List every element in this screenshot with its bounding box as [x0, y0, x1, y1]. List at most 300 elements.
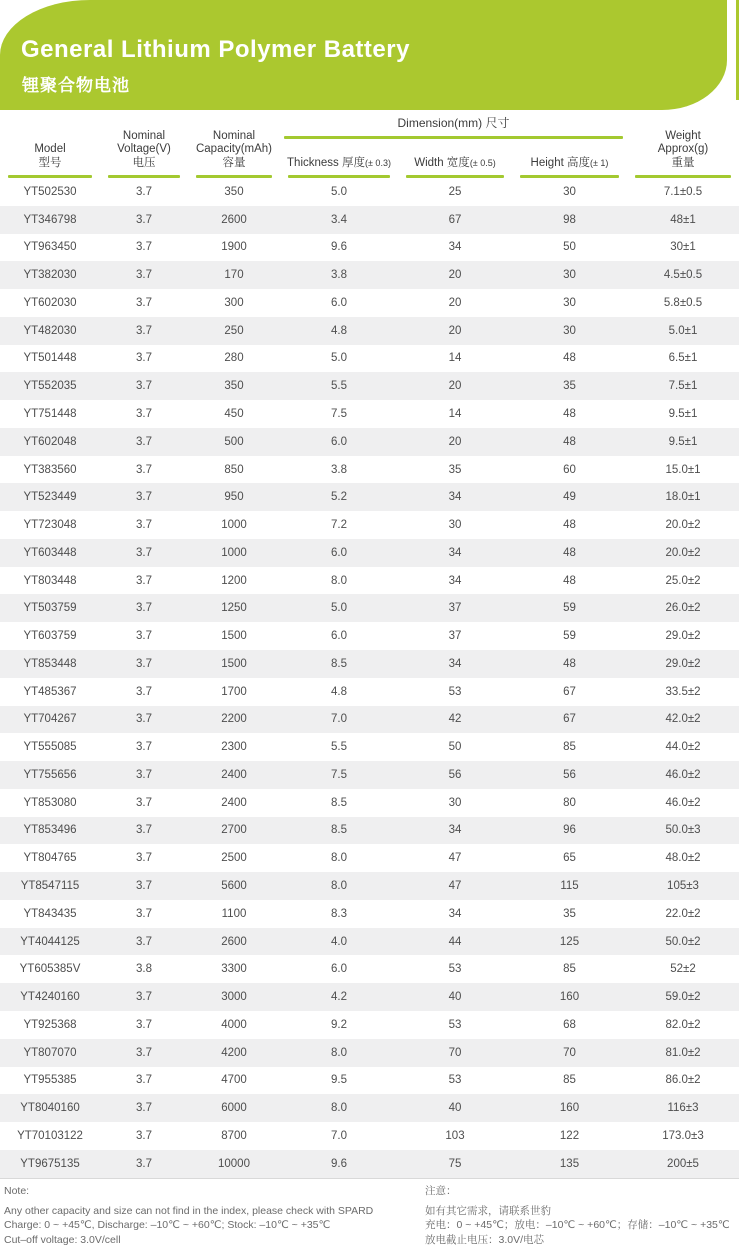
note-line: Charge: 0 ~ +45℃, Discharge: –10℃ ~ +60℃; Stock: –10℃ ~ +35℃: [4, 1218, 414, 1233]
voltage-cell: 3.7: [100, 269, 188, 281]
capacity-cell: 2400: [188, 797, 280, 809]
tolerance-label: (± 0.3): [365, 158, 391, 168]
model-cell: YT8547115: [0, 880, 100, 892]
height-cell: 160: [512, 1102, 627, 1114]
model-cell: YT523449: [0, 491, 100, 503]
height-cell: 85: [512, 963, 627, 975]
capacity-cell: 4700: [188, 1074, 280, 1086]
capacity-cell: 6000: [188, 1102, 280, 1114]
height-cell: 30: [512, 297, 627, 309]
model-cell: YT603759: [0, 630, 100, 642]
voltage-cell: 3.7: [100, 325, 188, 337]
voltage-cell: 3.7: [100, 380, 188, 392]
capacity-cell: 450: [188, 408, 280, 420]
table-row: [0, 594, 739, 622]
voltage-cell: 3.7: [100, 797, 188, 809]
voltage-cell: 3.7: [100, 936, 188, 948]
weight-cell: 5.0±1: [627, 325, 739, 337]
table-row: [0, 206, 739, 234]
thickness-cell: 7.0: [280, 1130, 398, 1142]
thickness-cell: 8.5: [280, 824, 398, 836]
voltage-cell: 3.8: [100, 963, 188, 975]
weight-cell: 116±3: [627, 1102, 739, 1114]
capacity-cell: 350: [188, 380, 280, 392]
voltage-cell: 3.7: [100, 630, 188, 642]
voltage-cell: 3.7: [100, 519, 188, 531]
model-cell: YT70103122: [0, 1130, 100, 1142]
column-header-capacity: [188, 112, 280, 178]
column-label: Width 宽度(± 0.5): [398, 157, 512, 171]
weight-cell: 200±5: [627, 1158, 739, 1170]
height-cell: 30: [512, 186, 627, 198]
thickness-cell: 7.5: [280, 769, 398, 781]
thickness-cell: 9.2: [280, 1019, 398, 1031]
model-cell: YT9675135: [0, 1158, 100, 1170]
weight-cell: 42.0±2: [627, 713, 739, 725]
voltage-cell: 3.7: [100, 241, 188, 253]
weight-cell: 59.0±2: [627, 991, 739, 1003]
width-cell: 30: [398, 797, 512, 809]
table-row: [0, 372, 739, 400]
width-cell: 40: [398, 991, 512, 1003]
column-label-en: Approx(g): [627, 143, 739, 157]
width-cell: 103: [398, 1130, 512, 1142]
model-cell: YT602030: [0, 297, 100, 309]
height-cell: 59: [512, 602, 627, 614]
table-row: [0, 1011, 739, 1039]
capacity-cell: 1700: [188, 686, 280, 698]
model-cell: YT346798: [0, 214, 100, 226]
width-cell: 34: [398, 491, 512, 503]
thickness-cell: 5.2: [280, 491, 398, 503]
height-cell: 48: [512, 352, 627, 364]
model-cell: YT4044125: [0, 936, 100, 948]
thickness-cell: 8.0: [280, 852, 398, 864]
width-cell: 56: [398, 769, 512, 781]
width-cell: 14: [398, 408, 512, 420]
width-cell: 34: [398, 575, 512, 587]
capacity-cell: 1000: [188, 547, 280, 559]
voltage-cell: 3.7: [100, 824, 188, 836]
weight-cell: 9.5±1: [627, 436, 739, 448]
column-label-en: Weight: [627, 130, 739, 144]
table-row: [0, 817, 739, 845]
thickness-cell: 8.3: [280, 908, 398, 920]
width-cell: 34: [398, 824, 512, 836]
table-row: [0, 678, 739, 706]
weight-cell: 81.0±2: [627, 1047, 739, 1059]
thickness-cell: 8.0: [280, 575, 398, 587]
column-label-zh: 电压: [100, 157, 188, 171]
width-cell: 47: [398, 880, 512, 892]
weight-cell: 29.0±2: [627, 658, 739, 670]
width-cell: 35: [398, 464, 512, 476]
height-cell: 60: [512, 464, 627, 476]
column-label-en: Voltage(V): [100, 143, 188, 157]
voltage-cell: 3.7: [100, 436, 188, 448]
thickness-cell: 8.5: [280, 797, 398, 809]
height-cell: 67: [512, 686, 627, 698]
height-cell: 30: [512, 269, 627, 281]
weight-cell: 48.0±2: [627, 852, 739, 864]
voltage-cell: 3.7: [100, 658, 188, 670]
height-cell: 122: [512, 1130, 627, 1142]
capacity-cell: 10000: [188, 1158, 280, 1170]
table-row: [0, 928, 739, 956]
height-cell: 70: [512, 1047, 627, 1059]
thickness-cell: 6.0: [280, 963, 398, 975]
width-cell: 53: [398, 963, 512, 975]
width-cell: 34: [398, 547, 512, 559]
weight-cell: 173.0±3: [627, 1130, 739, 1142]
capacity-cell: 950: [188, 491, 280, 503]
weight-cell: 86.0±2: [627, 1074, 739, 1086]
capacity-cell: 1500: [188, 658, 280, 670]
thickness-cell: 6.0: [280, 436, 398, 448]
thickness-cell: 9.5: [280, 1074, 398, 1086]
weight-cell: 30±1: [627, 241, 739, 253]
width-cell: 50: [398, 741, 512, 753]
capacity-cell: 2700: [188, 824, 280, 836]
table-row: [0, 178, 739, 206]
width-cell: 25: [398, 186, 512, 198]
column-label-en: Nominal: [188, 130, 280, 144]
voltage-cell: 3.7: [100, 713, 188, 725]
width-cell: 14: [398, 352, 512, 364]
voltage-cell: 3.7: [100, 352, 188, 364]
table-row: [0, 511, 739, 539]
voltage-cell: 3.7: [100, 991, 188, 1003]
table-row: [0, 872, 739, 900]
table-row: [0, 428, 739, 456]
note-line: Any other capacity and size can not find in the index, please check with SPARD: [4, 1204, 414, 1219]
width-cell: 44: [398, 936, 512, 948]
width-cell: 20: [398, 297, 512, 309]
table-row: [0, 706, 739, 734]
height-cell: 48: [512, 408, 627, 420]
voltage-cell: 3.7: [100, 769, 188, 781]
weight-cell: 26.0±2: [627, 602, 739, 614]
voltage-cell: 3.7: [100, 408, 188, 420]
capacity-cell: 1200: [188, 575, 280, 587]
weight-cell: 50.0±2: [627, 936, 739, 948]
weight-cell: 6.5±1: [627, 352, 739, 364]
height-cell: 68: [512, 1019, 627, 1031]
thickness-cell: 5.0: [280, 186, 398, 198]
thickness-cell: 6.0: [280, 547, 398, 559]
thickness-cell: 7.5: [280, 408, 398, 420]
width-cell: 70: [398, 1047, 512, 1059]
table-row: [0, 234, 739, 262]
weight-cell: 22.0±2: [627, 908, 739, 920]
capacity-cell: 2600: [188, 936, 280, 948]
model-cell: YT502530: [0, 186, 100, 198]
capacity-cell: 8700: [188, 1130, 280, 1142]
voltage-cell: 3.7: [100, 880, 188, 892]
height-cell: 56: [512, 769, 627, 781]
table-row: [0, 261, 739, 289]
model-cell: YT853496: [0, 824, 100, 836]
weight-cell: 29.0±2: [627, 630, 739, 642]
capacity-cell: 1000: [188, 519, 280, 531]
column-label: Thickness 厚度(± 0.3): [280, 157, 398, 171]
capacity-cell: 170: [188, 269, 280, 281]
capacity-cell: 2300: [188, 741, 280, 753]
table-row: [0, 1122, 739, 1150]
note-english: [4, 1184, 414, 1247]
width-cell: 40: [398, 1102, 512, 1114]
note-line: 如有其它需求，请联系世豹: [425, 1204, 735, 1219]
note-line: 放电截止电压：3.0V/电芯: [425, 1233, 735, 1247]
capacity-cell: 350: [188, 186, 280, 198]
voltage-cell: 3.7: [100, 1130, 188, 1142]
height-cell: 49: [512, 491, 627, 503]
height-cell: 65: [512, 852, 627, 864]
table-row: [0, 1067, 739, 1095]
capacity-cell: 1500: [188, 630, 280, 642]
model-cell: YT605385V: [0, 963, 100, 975]
capacity-cell: 4200: [188, 1047, 280, 1059]
height-cell: 30: [512, 325, 627, 337]
height-cell: 35: [512, 380, 627, 392]
height-cell: 48: [512, 519, 627, 531]
column-header-model: [0, 112, 100, 178]
table-row: [0, 761, 739, 789]
voltage-cell: 3.7: [100, 686, 188, 698]
thickness-cell: 8.0: [280, 1102, 398, 1114]
model-cell: YT552035: [0, 380, 100, 392]
column-group-dimension: [280, 112, 627, 178]
thickness-cell: 4.8: [280, 686, 398, 698]
model-cell: YT482030: [0, 325, 100, 337]
table-row: [0, 789, 739, 817]
column-label-en: Capacity(mAh): [188, 143, 280, 157]
table-row: [0, 483, 739, 511]
height-cell: 48: [512, 436, 627, 448]
thickness-cell: 8.0: [280, 1047, 398, 1059]
height-cell: 48: [512, 575, 627, 587]
thickness-cell: 7.0: [280, 713, 398, 725]
weight-cell: 52±2: [627, 963, 739, 975]
width-cell: 34: [398, 908, 512, 920]
width-cell: 53: [398, 1074, 512, 1086]
capacity-cell: 2500: [188, 852, 280, 864]
thickness-cell: 8.5: [280, 658, 398, 670]
model-cell: YT501448: [0, 352, 100, 364]
spec-table-body: [0, 178, 739, 1179]
height-cell: 85: [512, 1074, 627, 1086]
weight-cell: 7.1±0.5: [627, 186, 739, 198]
capacity-cell: 4000: [188, 1019, 280, 1031]
model-cell: YT807070: [0, 1047, 100, 1059]
weight-cell: 7.5±1: [627, 380, 739, 392]
height-cell: 98: [512, 214, 627, 226]
voltage-cell: 3.7: [100, 852, 188, 864]
weight-cell: 44.0±2: [627, 741, 739, 753]
table-row: [0, 650, 739, 678]
thickness-cell: 3.8: [280, 464, 398, 476]
weight-cell: 82.0±2: [627, 1019, 739, 1031]
height-cell: 35: [512, 908, 627, 920]
column-label-zh: 型号: [0, 157, 100, 171]
capacity-cell: 5600: [188, 880, 280, 892]
model-cell: YT963450: [0, 241, 100, 253]
voltage-cell: 3.7: [100, 1102, 188, 1114]
model-cell: YT603448: [0, 547, 100, 559]
thickness-cell: 5.5: [280, 741, 398, 753]
table-row: [0, 1039, 739, 1067]
thickness-cell: 4.2: [280, 991, 398, 1003]
model-cell: YT804765: [0, 852, 100, 864]
height-cell: 48: [512, 547, 627, 559]
voltage-cell: 3.7: [100, 575, 188, 587]
width-cell: 34: [398, 658, 512, 670]
voltage-cell: 3.7: [100, 741, 188, 753]
model-cell: YT723048: [0, 519, 100, 531]
page-subtitle: 锂聚合物电池: [22, 71, 130, 96]
voltage-cell: 3.7: [100, 186, 188, 198]
column-label: Height 高度(± 1): [512, 157, 627, 171]
model-cell: YT383560: [0, 464, 100, 476]
height-cell: 85: [512, 741, 627, 753]
model-cell: YT853080: [0, 797, 100, 809]
model-cell: YT555085: [0, 741, 100, 753]
table-row: [0, 1150, 739, 1178]
capacity-cell: 2600: [188, 214, 280, 226]
table-row: [0, 1094, 739, 1122]
height-cell: 160: [512, 991, 627, 1003]
model-cell: YT503759: [0, 602, 100, 614]
thickness-cell: 6.0: [280, 297, 398, 309]
thickness-cell: 9.6: [280, 1158, 398, 1170]
thickness-cell: 3.4: [280, 214, 398, 226]
thickness-cell: 3.8: [280, 269, 398, 281]
thickness-cell: 5.0: [280, 602, 398, 614]
weight-cell: 33.5±2: [627, 686, 739, 698]
table-header: [0, 112, 739, 178]
capacity-cell: 1900: [188, 241, 280, 253]
thickness-cell: 4.0: [280, 936, 398, 948]
height-cell: 115: [512, 880, 627, 892]
model-cell: YT751448: [0, 408, 100, 420]
voltage-cell: 3.7: [100, 1158, 188, 1170]
voltage-cell: 3.7: [100, 1074, 188, 1086]
column-header-thickness: [280, 139, 398, 178]
height-cell: 80: [512, 797, 627, 809]
column-label-zh: 容量: [188, 157, 280, 171]
voltage-cell: 3.7: [100, 297, 188, 309]
width-cell: 20: [398, 269, 512, 281]
width-cell: 47: [398, 852, 512, 864]
column-header-height: [512, 139, 627, 178]
note-line: 充电：0 ~ +45℃；放电：–10℃ ~ +60℃；存储：–10℃ ~ +35℃: [425, 1218, 735, 1233]
voltage-cell: 3.7: [100, 491, 188, 503]
model-cell: YT925368: [0, 1019, 100, 1031]
column-label-en: Model: [0, 143, 100, 157]
capacity-cell: 1100: [188, 908, 280, 920]
width-cell: 34: [398, 241, 512, 253]
width-cell: 67: [398, 214, 512, 226]
width-cell: 53: [398, 1019, 512, 1031]
voltage-cell: 3.7: [100, 547, 188, 559]
weight-cell: 20.0±2: [627, 547, 739, 559]
capacity-cell: 500: [188, 436, 280, 448]
table-row: [0, 567, 739, 595]
column-header-width: [398, 139, 512, 178]
tolerance-label: (± 0.5): [470, 158, 496, 168]
width-cell: 53: [398, 686, 512, 698]
model-cell: YT843435: [0, 908, 100, 920]
model-cell: YT803448: [0, 575, 100, 587]
model-cell: YT4240160: [0, 991, 100, 1003]
note-heading: Note:: [4, 1184, 414, 1199]
model-cell: YT8040160: [0, 1102, 100, 1114]
model-cell: YT755656: [0, 769, 100, 781]
weight-cell: 50.0±3: [627, 824, 739, 836]
width-cell: 37: [398, 630, 512, 642]
voltage-cell: 3.7: [100, 214, 188, 226]
capacity-cell: 2400: [188, 769, 280, 781]
dimension-group-label: Dimension(mm) 尺寸: [280, 112, 627, 130]
weight-cell: 18.0±1: [627, 491, 739, 503]
width-cell: 75: [398, 1158, 512, 1170]
thickness-cell: 4.8: [280, 325, 398, 337]
weight-cell: 5.8±0.5: [627, 297, 739, 309]
table-row: [0, 456, 739, 484]
capacity-cell: 3300: [188, 963, 280, 975]
capacity-cell: 3000: [188, 991, 280, 1003]
note-heading: 注意：: [425, 1184, 735, 1199]
height-cell: 135: [512, 1158, 627, 1170]
weight-cell: 9.5±1: [627, 408, 739, 420]
table-row: [0, 983, 739, 1011]
height-cell: 125: [512, 936, 627, 948]
model-cell: YT602048: [0, 436, 100, 448]
voltage-cell: 3.7: [100, 1047, 188, 1059]
thickness-cell: 7.2: [280, 519, 398, 531]
table-row: [0, 622, 739, 650]
page-title: General Lithium Polymer Battery: [21, 36, 410, 64]
capacity-cell: 1250: [188, 602, 280, 614]
weight-cell: 4.5±0.5: [627, 269, 739, 281]
weight-cell: 46.0±2: [627, 797, 739, 809]
weight-cell: 48±1: [627, 214, 739, 226]
thickness-cell: 6.0: [280, 630, 398, 642]
model-cell: YT704267: [0, 713, 100, 725]
note-chinese: [425, 1184, 735, 1247]
table-row: [0, 317, 739, 345]
height-cell: 50: [512, 241, 627, 253]
thickness-cell: 5.0: [280, 352, 398, 364]
capacity-cell: 2200: [188, 713, 280, 725]
width-cell: 42: [398, 713, 512, 725]
thickness-cell: 9.6: [280, 241, 398, 253]
voltage-cell: 3.7: [100, 908, 188, 920]
capacity-cell: 850: [188, 464, 280, 476]
height-cell: 59: [512, 630, 627, 642]
model-cell: YT382030: [0, 269, 100, 281]
width-cell: 20: [398, 436, 512, 448]
height-cell: 96: [512, 824, 627, 836]
width-cell: 20: [398, 380, 512, 392]
model-cell: YT485367: [0, 686, 100, 698]
voltage-cell: 3.7: [100, 602, 188, 614]
table-row: [0, 400, 739, 428]
capacity-cell: 250: [188, 325, 280, 337]
table-row: [0, 844, 739, 872]
model-cell: YT955385: [0, 1074, 100, 1086]
thickness-cell: 8.0: [280, 880, 398, 892]
